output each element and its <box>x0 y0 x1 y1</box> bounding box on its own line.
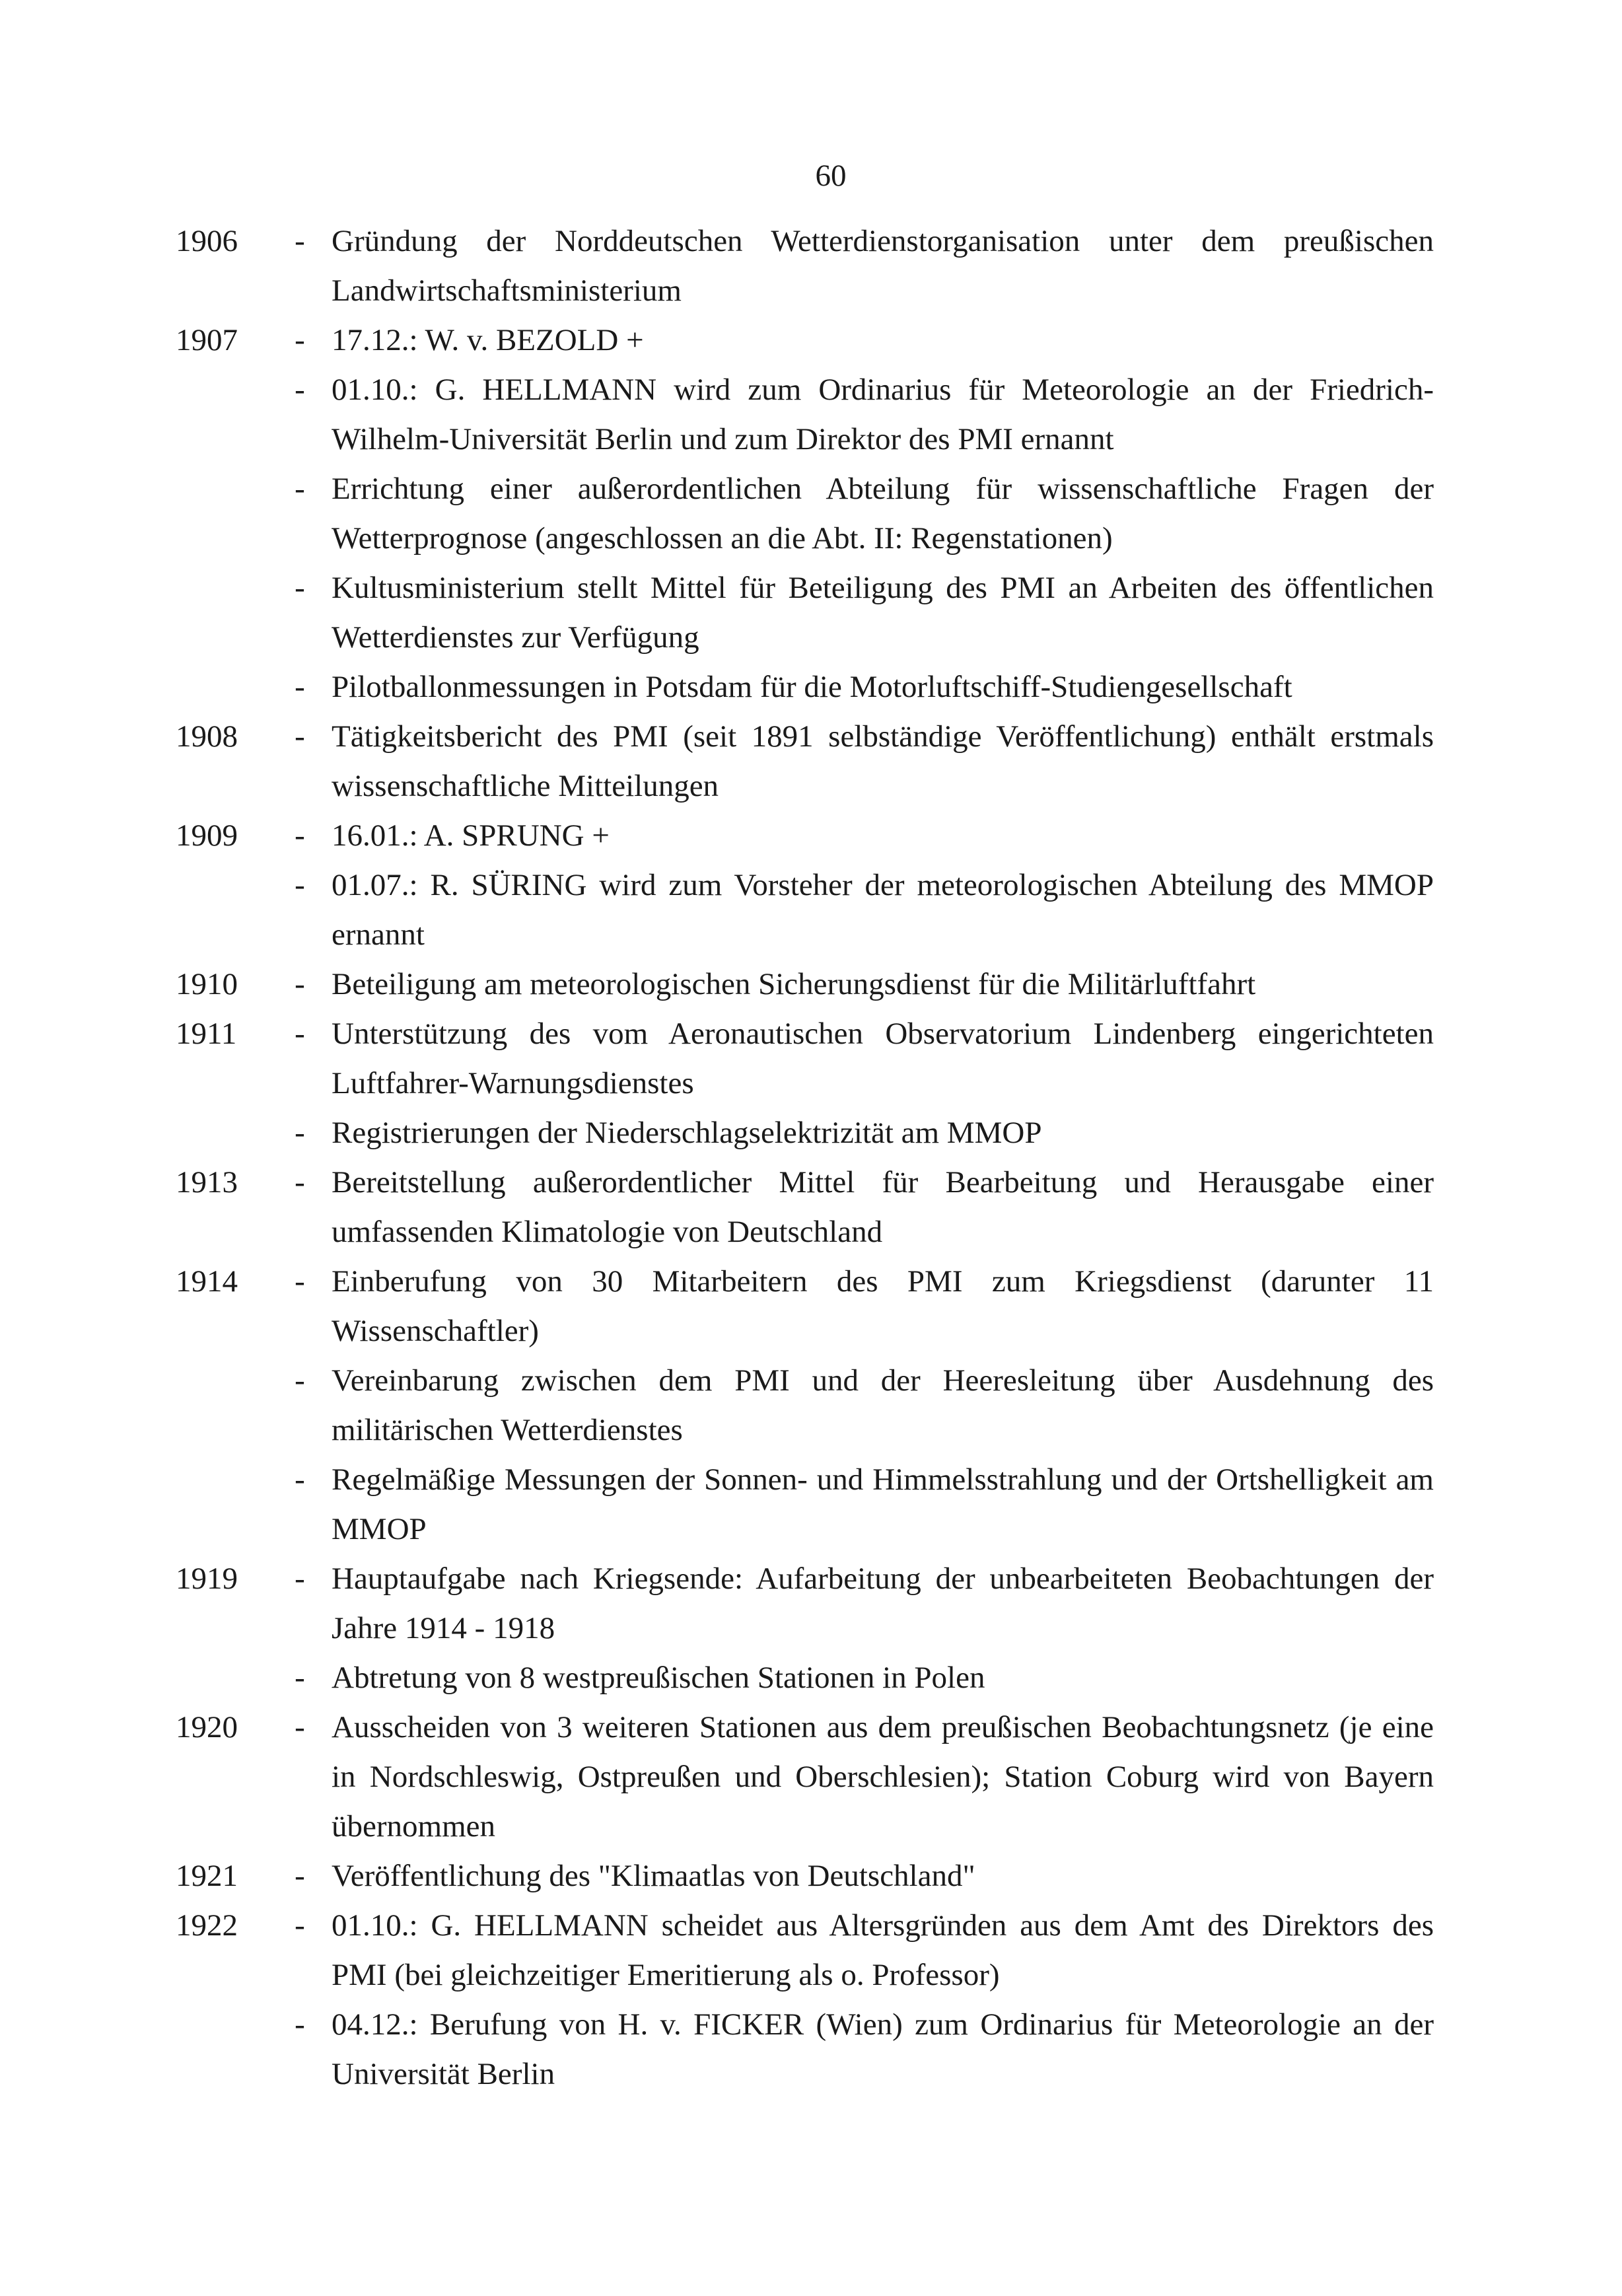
entry-text: Beteiligung am meteorologischen Sicherungsdienst für die Militärluftfahrt <box>332 967 1256 1001</box>
chronology-entry <box>176 1901 1434 2000</box>
entry-text: Registrierungen der Niederschlagselektrizität am MMOP <box>332 1116 1042 1150</box>
chronology-list <box>176 217 1434 2099</box>
entry-dash: - <box>295 1462 305 1497</box>
entry-dash: - <box>295 868 305 902</box>
entry-text: Pilotballonmessungen in Potsdam für die Motorluftschiff-Studiengesellschaft <box>332 670 1292 704</box>
entry-dash: - <box>295 967 305 1001</box>
chronology-entry <box>176 1554 1434 1653</box>
chronology-entry <box>176 1257 1434 1356</box>
entry-dash: - <box>295 1017 305 1051</box>
entry-text: Vereinbarung zwischen dem PMI und der Heeresleitung über Ausdehnung des militärischen Wetterdienstes <box>332 1363 1434 1447</box>
entry-year: 1908 <box>176 719 238 754</box>
entry-dash: - <box>295 1116 305 1150</box>
entry-dash: - <box>295 1264 305 1299</box>
chronology-entry <box>176 1653 1434 1703</box>
entry-dash: - <box>295 2007 305 2042</box>
entry-year: 1910 <box>176 967 238 1001</box>
entry-text: Errichtung einer außerordentlichen Abteilung für wissenschaftliche Fragen der Wetterprognose (angeschlossen an die Abt. II: Regenstationen) <box>332 472 1434 556</box>
entry-dash: - <box>295 1363 305 1398</box>
chronology-entry <box>176 861 1434 960</box>
entry-text: Regelmäßige Messungen der Sonnen- und Himmelsstrahlung und der Ortshelligkeit am MMOP <box>332 1462 1434 1546</box>
chronology-entry <box>176 316 1434 365</box>
entry-text: Unterstützung des vom Aeronautischen Observatorium Lindenberg eingerichteten Luftfahrer-Warnungsdienstes <box>332 1017 1434 1100</box>
entry-dash: - <box>295 1710 305 1744</box>
entry-year: 1907 <box>176 323 238 357</box>
chronology-entry <box>176 1703 1434 1851</box>
entry-text: 17.12.: W. v. BEZOLD + <box>332 323 644 357</box>
entry-year: 1919 <box>176 1561 238 1596</box>
entry-text: Ausscheiden von 3 weiteren Stationen aus dem preußischen Beobachtungsnetz (je eine in Nordschleswig, Ostpreußen und Oberschlesien); Station Coburg wird von Bayern übernommen <box>332 1710 1434 1844</box>
chronology-entry <box>176 2000 1434 2099</box>
chronology-entry <box>176 1851 1434 1901</box>
entry-year: 1911 <box>176 1017 237 1051</box>
chronology-entry <box>176 663 1434 712</box>
chronology-entry <box>176 712 1434 811</box>
chronology-entry <box>176 1158 1434 1257</box>
chronology-entry <box>176 960 1434 1009</box>
entry-dash: - <box>295 571 305 605</box>
entry-dash: - <box>295 1908 305 1943</box>
entry-text: 01.10.: G. HELLMANN scheidet aus Altersgründen aus dem Amt des Direktors des PMI (bei gleichzeitiger Emeritierung als o. Professor) <box>332 1908 1434 1992</box>
chronology-entry <box>176 811 1434 861</box>
chronology-entry <box>176 1356 1434 1455</box>
entry-text: Veröffentlichung des "Klimaatlas von Deutschland" <box>332 1859 975 1893</box>
entry-dash: - <box>295 1859 305 1893</box>
chronology-entry <box>176 1455 1434 1554</box>
entry-text: 01.10.: G. HELLMANN wird zum Ordinarius für Meteorologie an der Friedrich-Wilhelm-Universität Berlin und zum Direktor des PMI ernannt <box>332 373 1434 456</box>
entry-dash: - <box>295 1561 305 1596</box>
entry-dash: - <box>295 670 305 704</box>
entry-text: Bereitstellung außerordentlicher Mittel für Bearbeitung und Herausgabe einer umfassenden Klimatologie von Deutschland <box>332 1165 1434 1249</box>
entry-year: 1922 <box>176 1908 238 1943</box>
chronology-entry <box>176 1009 1434 1108</box>
chronology-entry <box>176 365 1434 464</box>
entry-year: 1914 <box>176 1264 238 1299</box>
entry-dash: - <box>295 224 305 258</box>
entry-text: Einberufung von 30 Mitarbeitern des PMI zum Kriegsdienst (darunter 11 Wissenschaftler) <box>332 1264 1434 1348</box>
entry-year: 1913 <box>176 1165 238 1200</box>
chronology-entry <box>176 464 1434 563</box>
entry-dash: - <box>295 1661 305 1695</box>
entry-text: 01.07.: R. SÜRING wird zum Vorsteher der meteorologischen Abteilung des MMOP ernannt <box>332 868 1434 952</box>
chronology-entry <box>176 1108 1434 1158</box>
entry-text: 16.01.: A. SPRUNG + <box>332 818 610 853</box>
entry-year: 1909 <box>176 818 238 853</box>
entry-text: Hauptaufgabe nach Kriegsende: Aufarbeitung der unbearbeiteten Beobachtungen der Jahre 1914 - 1918 <box>332 1561 1434 1645</box>
entry-dash: - <box>295 472 305 506</box>
entry-dash: - <box>295 323 305 357</box>
chronology-entry <box>176 563 1434 663</box>
entry-dash: - <box>295 818 305 853</box>
entry-dash: - <box>295 719 305 754</box>
entry-text: Tätigkeitsbericht des PMI (seit 1891 selbständige Veröffentlichung) enthält erstmals wissenschaftliche Mitteilungen <box>332 719 1434 803</box>
page-number: 60 <box>815 159 847 193</box>
entry-year: 1920 <box>176 1710 238 1744</box>
entry-text: 04.12.: Berufung von H. v. FICKER (Wien) zum Ordinarius für Meteorologie an der Universität Berlin <box>332 2007 1434 2091</box>
entry-text: Kultusministerium stellt Mittel für Beteiligung des PMI an Arbeiten des öffentlichen Wetterdienstes zur Verfügung <box>332 571 1434 655</box>
entry-year: 1906 <box>176 224 238 258</box>
entry-year: 1921 <box>176 1859 238 1893</box>
entry-dash: - <box>295 373 305 407</box>
entry-text: Abtretung von 8 westpreußischen Stationen in Polen <box>332 1661 985 1695</box>
entry-dash: - <box>295 1165 305 1200</box>
entry-text: Gründung der Norddeutschen Wetterdienstorganisation unter dem preußischen Landwirtschaftsministerium <box>332 224 1434 308</box>
chronology-entry <box>176 217 1434 316</box>
